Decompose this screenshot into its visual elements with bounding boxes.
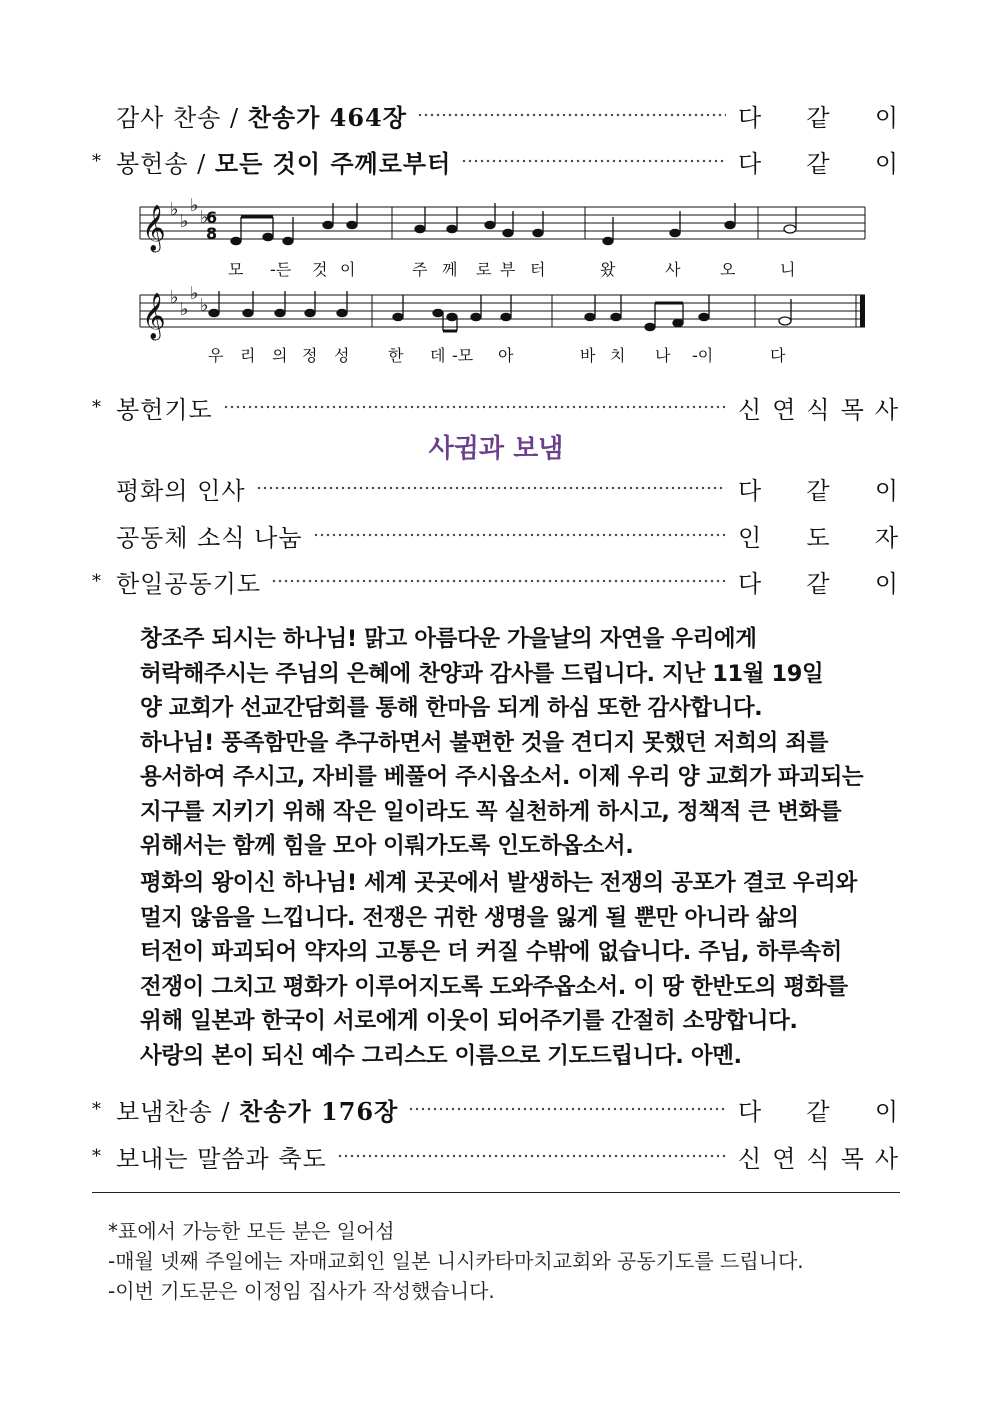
standing-mark: * [92, 150, 101, 172]
svg-text:6: 6 [206, 208, 218, 227]
svg-text:♭: ♭ [190, 195, 199, 216]
order-row-benediction [92, 1136, 898, 1176]
svg-text:리: 리 [240, 346, 256, 365]
order-item-name: 평화의 인사 [116, 476, 246, 505]
order-item-leader: 다 같 이 [738, 103, 898, 132]
section-title: 사귐과 보냄 [428, 434, 564, 464]
leader-dots [408, 1107, 726, 1111]
svg-text:사: 사 [665, 260, 681, 279]
svg-text:로: 로 [476, 260, 492, 279]
svg-text:-모: -모 [452, 346, 474, 365]
leader-dots [313, 533, 726, 537]
svg-text:니: 니 [780, 260, 796, 279]
footnote-divider [92, 1192, 900, 1193]
order-item-leader: 다 같 이 [738, 1097, 898, 1126]
order-row-offertory [92, 141, 898, 181]
svg-text:𝄞: 𝄞 [142, 205, 166, 251]
svg-text:♭: ♭ [170, 199, 179, 220]
prayer-paragraph-1: 창조주 되시는 하나님! 맑고 아름다운 가을날의 자연을 우리에게 허락해주시는 주님의 은혜에 찬양과 감사를 드립니다. 지난 11월 19일 양 교회가 선교간담회를 통해 한마음 되게 하심 또한 감사합니다. 하나님! 풍족함만을 추구하면서 불편한 것을 견디지 못했던 저희의 죄를 용서하여 주시고, 자비를 베풀어 주시옵소서. 이제 우리 양 교회가 파괴되는 지구를 지키기 위해 작은 일이라도 꼭 실천하게 하시고, 정책적 큰 변화를 위해서는 함께 힘을 모아 이뤄가도록 인도하옵소서. [140, 626, 864, 859]
svg-text:데: 데 [430, 346, 446, 365]
order-item-leader: 신 연 식 목 사 [738, 395, 898, 424]
order-row-peace-greeting [92, 468, 898, 508]
footnote-prayer-author: -이번 기도문은 이정임 집사가 작성했습니다. [108, 1279, 495, 1303]
offertory-music-score [130, 195, 875, 375]
svg-text:부: 부 [500, 260, 516, 279]
order-item-name: 보내는 말씀과 축도 [116, 1144, 327, 1173]
footnote-joint-prayer: -매월 넷째 주일에는 자매교회인 일본 니시카타마치교회와 공동기도를 드립니다. [108, 1249, 804, 1273]
svg-text:다: 다 [770, 346, 786, 365]
leader-dots [271, 579, 726, 583]
svg-text:것: 것 [312, 260, 328, 279]
standing-mark: * [92, 1145, 101, 1167]
svg-text:-이: -이 [692, 346, 714, 365]
svg-text:오: 오 [720, 260, 736, 279]
svg-text:주: 주 [412, 260, 428, 279]
prayer-paragraph-2: 평화의 왕이신 하나님! 세계 곳곳에서 발생하는 전쟁의 공포가 결코 우리와 멀지 않음을 느낍니다. 전쟁은 귀한 생명을 잃게 될 뿐만 아니라 삶의 터전이 파괴되어 약자의 고통은 더 커질 수밖에 없습니다. 주님, 하루속히 전쟁이 그치고 평화가 이루어지도록 도와주옵소서. 이 땅 한반도의 평화를 위해 일본과 한국이 서로에게 이웃이 되어주기를 간절히 소망합니다. 사랑의 본이 되신 예수 그리스도 이름으로 기도드립니다. 아멘. [140, 870, 857, 1069]
standing-mark: * [92, 1098, 101, 1120]
order-item-name: 공동체 소식 나눔 [116, 523, 303, 552]
leader-dots [337, 1154, 726, 1158]
svg-text:터: 터 [530, 260, 546, 279]
order-item-leader: 다 같 이 [738, 476, 898, 505]
order-item-name: 봉헌송 / 모든 것이 주께로부터 [116, 148, 452, 178]
svg-text:바: 바 [580, 346, 596, 365]
svg-text:정: 정 [302, 346, 318, 365]
svg-text:한: 한 [388, 346, 404, 365]
leader-dots [256, 486, 726, 490]
svg-text:𝄞: 𝄞 [142, 293, 166, 339]
order-item-name: 감사 찬송 / 찬송가 464장 [116, 102, 407, 132]
svg-text:이: 이 [340, 260, 356, 279]
order-row-thanks-hymn [92, 95, 898, 135]
order-item-leader: 인 도 자 [738, 523, 898, 552]
svg-text:성: 성 [334, 346, 350, 365]
svg-text:♭: ♭ [200, 207, 209, 228]
svg-text:모: 모 [228, 260, 244, 279]
svg-text:♭: ♭ [180, 211, 189, 232]
order-item-name: 한일공동기도 [116, 569, 262, 598]
svg-text:♭: ♭ [200, 295, 209, 316]
order-item-leader: 다 같 이 [738, 149, 898, 178]
order-row-sending-hymn [92, 1089, 898, 1129]
svg-text:아: 아 [498, 346, 514, 365]
leader-dots [461, 159, 726, 163]
svg-text:왔: 왔 [600, 260, 616, 279]
svg-text:께: 께 [442, 260, 458, 279]
order-item-leader: 신 연 식 목 사 [738, 1144, 898, 1173]
leader-dots [223, 405, 726, 409]
svg-text:♭: ♭ [170, 287, 179, 308]
svg-text:-든: -든 [270, 260, 292, 279]
svg-text:나: 나 [655, 346, 671, 365]
order-row-joint-prayer [92, 561, 898, 601]
standing-mark: * [92, 396, 101, 418]
svg-text:♭: ♭ [180, 299, 189, 320]
order-row-community-news [92, 515, 898, 555]
order-item-leader: 다 같 이 [738, 569, 898, 598]
svg-text:8: 8 [206, 224, 218, 243]
svg-text:♭: ♭ [190, 283, 199, 304]
svg-text:우: 우 [208, 346, 224, 365]
svg-text:의: 의 [272, 346, 288, 365]
order-item-name: 봉헌기도 [116, 395, 213, 424]
standing-mark: * [92, 570, 101, 592]
order-item-name: 보냄찬송 / 찬송가 176장 [116, 1096, 399, 1126]
leader-dots [417, 113, 726, 117]
svg-text:치: 치 [610, 346, 626, 365]
footnote-standing: *표에서 가능한 모든 분은 일어섬 [108, 1219, 395, 1243]
order-row-offertory-prayer [92, 387, 898, 427]
